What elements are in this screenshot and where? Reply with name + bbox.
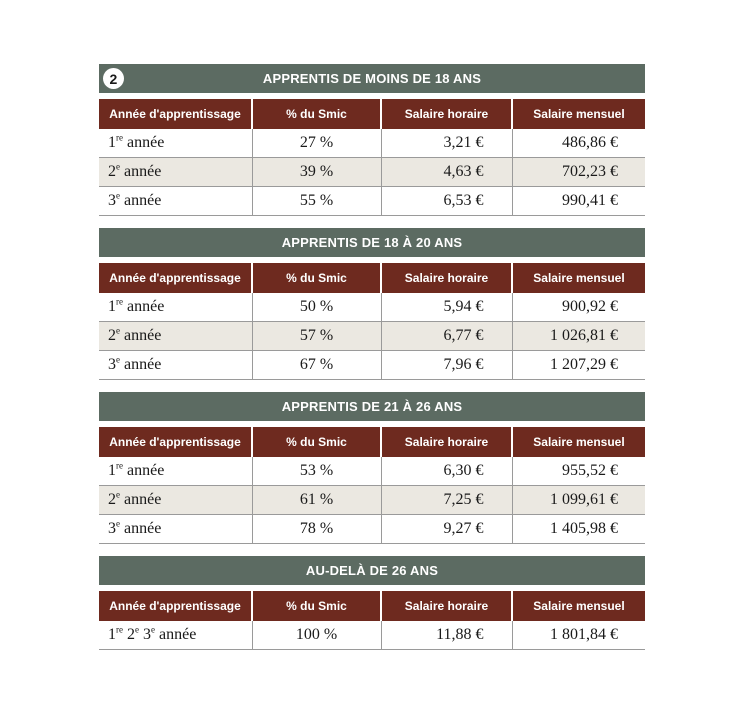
year-cell: 1re année — [99, 293, 252, 322]
header-monthly: Salaire mensuel — [512, 427, 645, 457]
pct-cell: 61 % — [252, 486, 381, 515]
header-hourly: Salaire horaire — [381, 99, 512, 129]
section-title-band — [99, 556, 645, 585]
year-cell: 2e année — [99, 322, 252, 351]
pct-cell: 27 % — [252, 129, 381, 158]
header-row — [99, 591, 645, 621]
number-badge-icon: 2 — [103, 68, 124, 89]
monthly-cell: 1 099,61 € — [512, 486, 645, 515]
year-cell: 2e année — [99, 158, 252, 187]
header-row — [99, 263, 645, 293]
table-row — [99, 322, 645, 351]
salary-table — [99, 591, 645, 650]
header-pct: % du Smic — [252, 427, 381, 457]
table-row — [99, 486, 645, 515]
pct-cell: 57 % — [252, 322, 381, 351]
monthly-cell: 1 405,98 € — [512, 515, 645, 544]
table-row — [99, 621, 645, 650]
table-row — [99, 129, 645, 158]
header-year: Année d'apprentissage — [99, 263, 252, 293]
header-row — [99, 427, 645, 457]
hourly-cell: 6,30 € — [381, 457, 512, 486]
header-pct: % du Smic — [252, 99, 381, 129]
section-over-26 — [99, 556, 645, 650]
header-monthly: Salaire mensuel — [512, 99, 645, 129]
hourly-cell: 7,25 € — [381, 486, 512, 515]
year-cell: 1re 2e 3e année — [99, 621, 252, 650]
year-cell: 3e année — [99, 187, 252, 216]
salary-table — [99, 263, 645, 380]
pct-cell: 55 % — [252, 187, 381, 216]
header-hourly: Salaire horaire — [381, 427, 512, 457]
table-row — [99, 187, 645, 216]
pct-cell: 67 % — [252, 351, 381, 380]
header-pct: % du Smic — [252, 591, 381, 621]
header-monthly: Salaire mensuel — [512, 591, 645, 621]
pct-cell: 78 % — [252, 515, 381, 544]
hourly-cell: 4,63 € — [381, 158, 512, 187]
monthly-cell: 702,23 € — [512, 158, 645, 187]
header-pct: % du Smic — [252, 263, 381, 293]
pct-cell: 53 % — [252, 457, 381, 486]
table-row — [99, 158, 645, 187]
year-cell: 3e année — [99, 351, 252, 380]
table-row — [99, 293, 645, 322]
header-hourly: Salaire horaire — [381, 591, 512, 621]
year-cell: 1re année — [99, 129, 252, 158]
monthly-cell: 955,52 € — [512, 457, 645, 486]
salary-table — [99, 99, 645, 216]
hourly-cell: 7,96 € — [381, 351, 512, 380]
table-row — [99, 457, 645, 486]
section-18-to-20 — [99, 228, 645, 380]
hourly-cell: 11,88 € — [381, 621, 512, 650]
section-title-band — [99, 228, 645, 257]
monthly-cell: 990,41 € — [512, 187, 645, 216]
monthly-cell: 900,92 € — [512, 293, 645, 322]
pct-cell: 100 % — [252, 621, 381, 650]
section-title: APPRENTIS DE 18 À 20 ANS — [281, 235, 463, 250]
header-year: Année d'apprentissage — [99, 99, 252, 129]
section-21-to-26 — [99, 392, 645, 544]
section-title: AU-DELÀ DE 26 ANS — [305, 563, 439, 578]
header-year: Année d'apprentissage — [99, 427, 252, 457]
header-row — [99, 99, 645, 129]
section-title-band — [99, 64, 645, 93]
section-under-18 — [99, 64, 645, 216]
hourly-cell: 6,53 € — [381, 187, 512, 216]
salary-table — [99, 427, 645, 544]
apprentice-salary-tables — [99, 64, 645, 650]
pct-cell: 50 % — [252, 293, 381, 322]
header-hourly: Salaire horaire — [381, 263, 512, 293]
hourly-cell: 6,77 € — [381, 322, 512, 351]
section-title: APPRENTIS DE MOINS DE 18 ANS — [262, 71, 482, 86]
year-cell: 1re année — [99, 457, 252, 486]
section-title-band — [99, 392, 645, 421]
year-cell: 3e année — [99, 515, 252, 544]
monthly-cell: 1 801,84 € — [512, 621, 645, 650]
table-row — [99, 515, 645, 544]
header-monthly: Salaire mensuel — [512, 263, 645, 293]
table-row — [99, 351, 645, 380]
monthly-cell: 1 207,29 € — [512, 351, 645, 380]
monthly-cell: 486,86 € — [512, 129, 645, 158]
hourly-cell: 5,94 € — [381, 293, 512, 322]
header-year: Année d'apprentissage — [99, 591, 252, 621]
year-cell: 2e année — [99, 486, 252, 515]
hourly-cell: 3,21 € — [381, 129, 512, 158]
pct-cell: 39 % — [252, 158, 381, 187]
section-title: APPRENTIS DE 21 À 26 ANS — [281, 399, 463, 414]
hourly-cell: 9,27 € — [381, 515, 512, 544]
monthly-cell: 1 026,81 € — [512, 322, 645, 351]
